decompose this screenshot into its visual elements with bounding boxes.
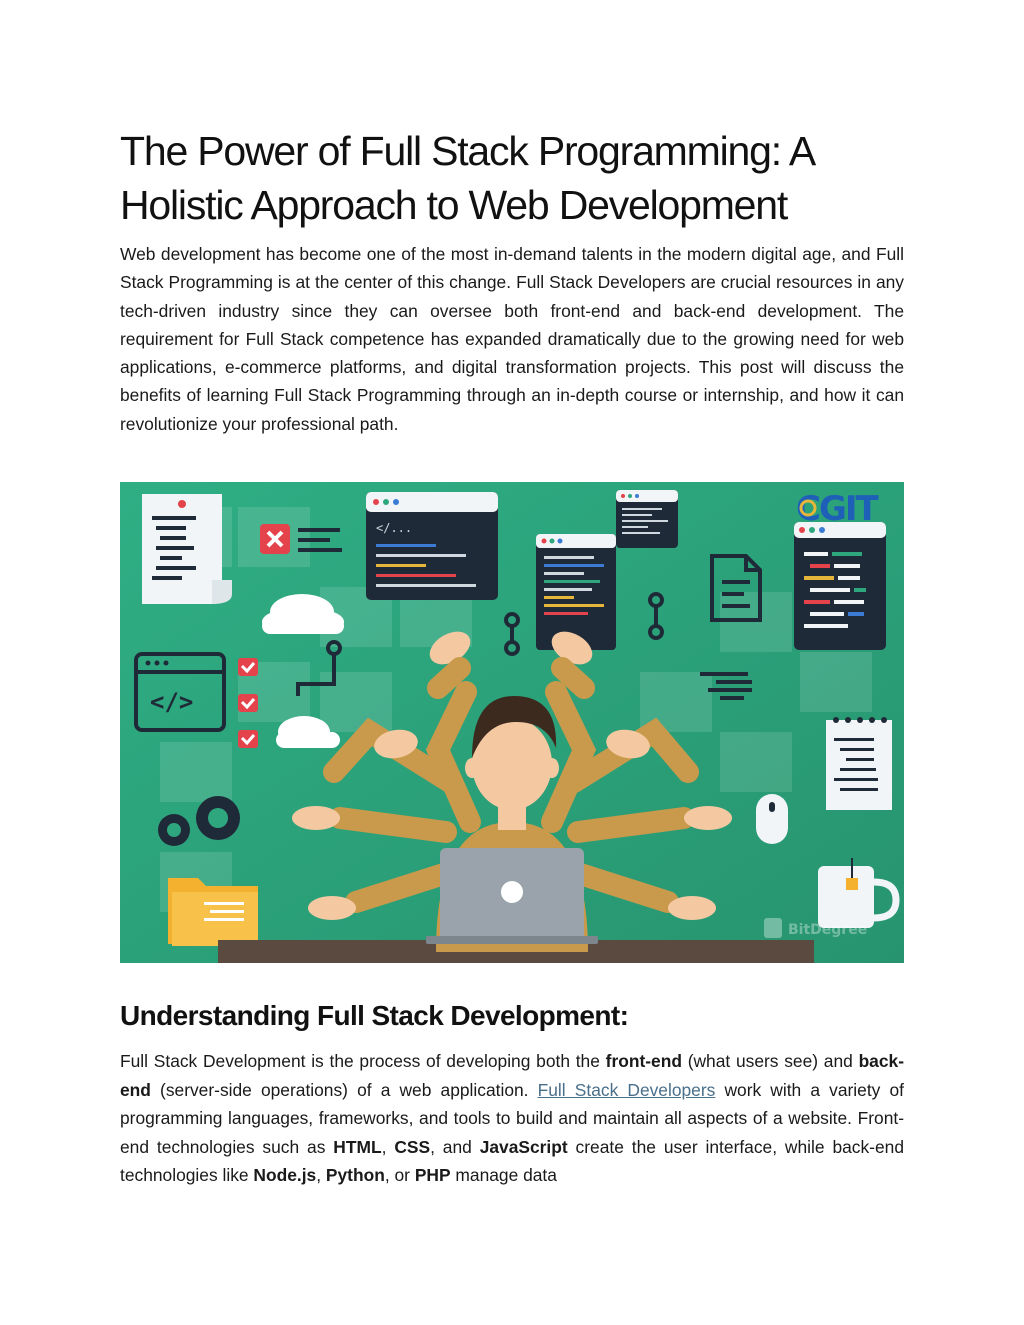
notepad-icon [826,717,892,810]
bold-term: back-end [120,1051,904,1100]
text-run: , [316,1165,326,1185]
bold-term: JavaScript [479,1136,568,1157]
page-title: The Power of Full Stack Programming: A Holistic Approach to Web Development [120,128,813,228]
code-window-right-icon [794,522,886,650]
bold-term: HTML [333,1136,382,1157]
text-run: create the user interface, while back-end technologies like [120,1136,904,1185]
document-scroll-icon [142,494,232,604]
hero-illustration [120,482,904,963]
brand-logo [796,489,880,529]
bold-term: Python [325,1165,385,1185]
svg-text:BitDegree: BitDegree [788,922,868,938]
bold-term: front-end [605,1051,682,1071]
text-run: , [381,1136,395,1157]
section-heading: Understanding Full Stack Development: [120,1000,629,1031]
folder-icon [168,878,258,946]
svg-text:</...: </... [376,521,413,535]
svg-text:</>: </> [150,688,194,716]
code-window-icon [366,492,498,600]
text-run: , and [430,1136,480,1157]
text-run: Full Stack Development is the process of developing both the [120,1051,606,1071]
checklist-icon [238,658,258,748]
bold-term: CSS [394,1136,431,1157]
bold-term: Node.js [253,1165,317,1185]
bold-term: PHP [414,1165,451,1185]
full-stack-developers-link[interactable]: Full Stack Developers [537,1079,716,1100]
mouse-icon [756,794,788,844]
intro-paragraph: Web development has become one of the most in-demand talents in the modern digital age, and Full Stack Programming is at the center of this change. Full Stack Developers are crucial resources in any tech-driven industry since they can oversee both front-end and back-end development. The requirement for Full Stack competence has expanded dramatically due to the growing need for web applications, e-commerce platforms, and digital transformation projects. This post will discuss the benefits of learning Full Stack Programming through an in-depth course or internship, and how it can revolutionize your professional path. [120,244,904,434]
text-run: work with a variety of programming languages, frameworks, and tools to build and maintain all aspects of a website. Front-end technologies such as [120,1079,904,1157]
text-run: (server-side operations) of a web application. [150,1079,538,1100]
code-window-small-icon [616,490,678,548]
close-icon [260,524,342,554]
text-run: (what users see) and [681,1051,859,1071]
laptop-icon [426,848,598,944]
svg-text:CGIT: CGIT [796,489,877,529]
section-paragraph [120,1047,904,1190]
text-run: manage data [450,1165,557,1185]
code-window-tall-icon [536,534,616,650]
text-run: , or [384,1165,415,1185]
